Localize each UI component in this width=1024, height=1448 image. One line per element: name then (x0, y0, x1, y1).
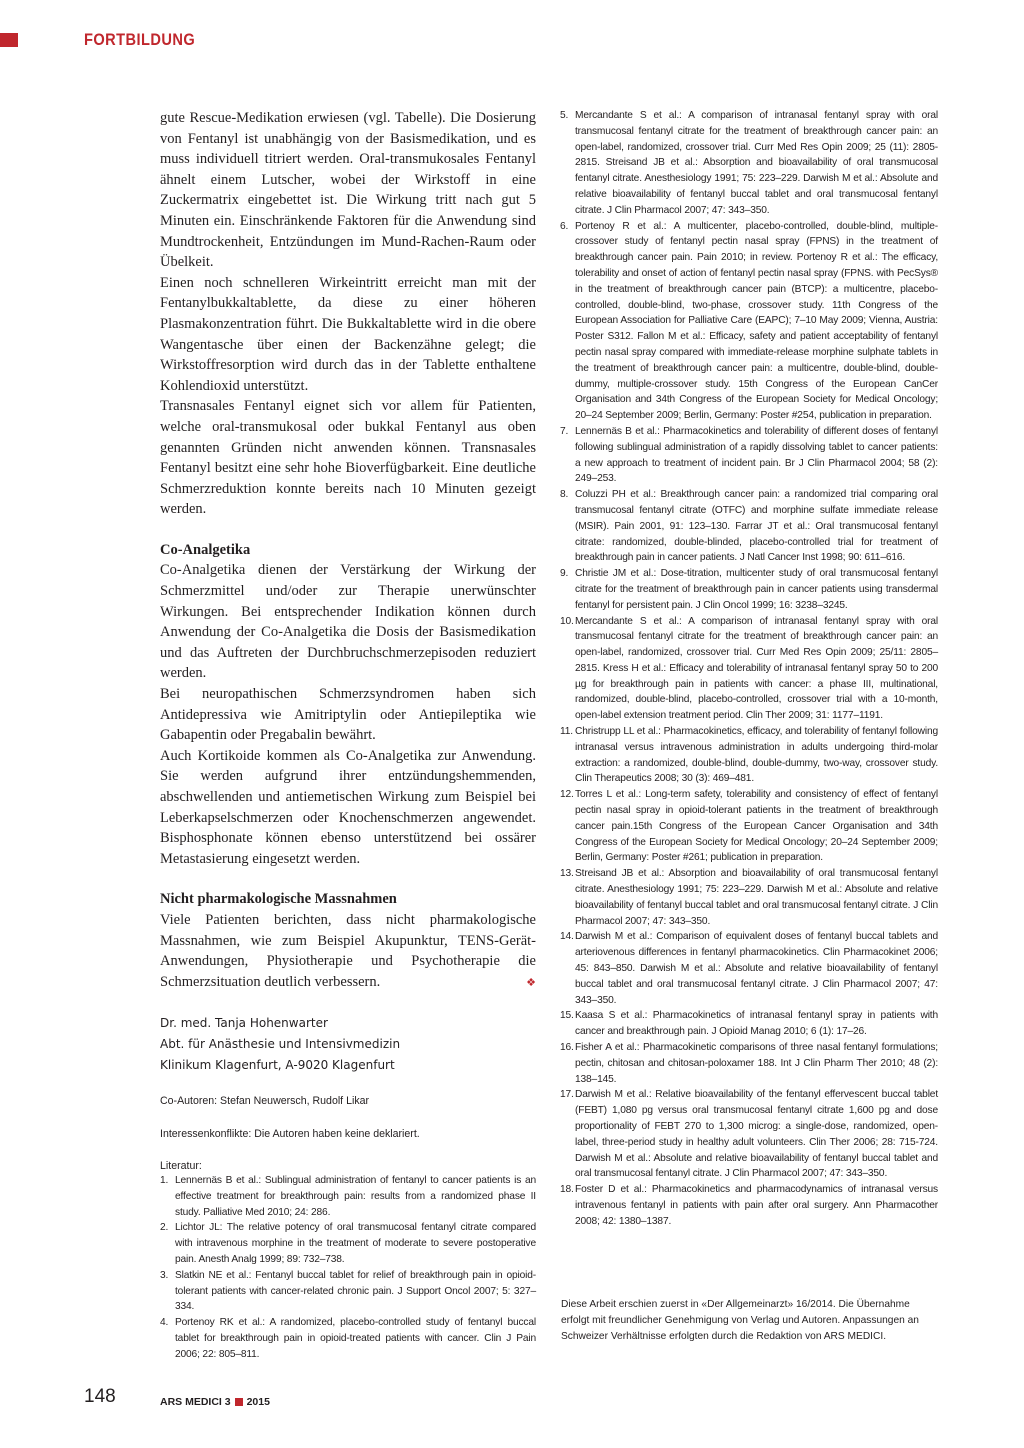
reference-number: 12. (560, 789, 574, 801)
reference-text: Foster D et al.: Pharmacokinetics and pharmacodynamics of intranasal versus intravenous fentanyl in patients with pain after oral surgery. Ann Pharmacother 2008; 42: 1380–1387. (575, 1184, 938, 1227)
reference-item (560, 1182, 938, 1229)
reference-text: Coluzzi PH et al.: Breakthrough cancer pain: a randomized trial comparing oral transmucosal fentanyl citrate (OTFC) and morphine sulfate immediate release (MSIR). Pain 2001, 91: 123–130. Farrar JT et al.: Oral transmucosal fentanyl citrate: randomized, double-blinded, placebo-controlled trial for treatment of breakthrough pain in cancer patients. J Natl Cancer Inst 1998; 90: 611–616. (575, 489, 938, 564)
reference-item (560, 1008, 938, 1040)
reference-number: 7. (560, 425, 569, 437)
reference-text: Darwish M et al.: Relative bioavailability of the fentanyl effervescent buccal tablet (FEBT) 1,080 pg versus oral transmucosal fentanyl citrate 1,600 pg and dose proportionality of FEBT 270 to 1,300 microg: a single-dose, randomized, open-label, three-period study in healthy adult volunteers. Clin Ther 2006; 28: 715-724. Darwish M et al.: Absolute and relative bioavailability of fentanyl buccal tablet and oral transmucosal fentanyl citrate. J Clin Pharmacol 2007; 47: 343–350. (575, 1089, 938, 1180)
paragraph (160, 910, 536, 992)
reference-number: 4. (160, 1317, 169, 1329)
section-heading: Co-Analgetika (160, 541, 251, 558)
reference-column (560, 108, 938, 1230)
section-heading: Nicht pharmakologische Massnahmen (160, 891, 397, 908)
reference-item (560, 108, 938, 219)
reference-number: 13. (560, 868, 574, 880)
end-mark-icon: ❖ (526, 976, 536, 989)
magazine-year: 2015 (246, 1396, 270, 1408)
reference-number: 8. (560, 489, 569, 501)
reference-text: Torres L et al.: Long-term safety, tolerability and consistency of effect of fentanyl pectin nasal spray in opioid-tolerant patients in the treatment of breakthrough cancer pain.15th Congress of the European Cancer Organisation and 34th Congress of the European Society for Medical Oncology; 20–24 September 2009; Berlin, Germany: Poster #261; publication in preparation. (575, 789, 938, 864)
reference-number: 6. (560, 220, 569, 232)
reference-item (560, 487, 938, 566)
reference-text: Mercandante S et al.: A comparison of intranasal fentanyl spray with oral transmucosal fentanyl citrate for the treatment of breakthrough cancer pain: an open-label, randomized, crossover trial. Curr Med Res Opin 2009; 25/11: 2805–2815. Kress H et al.: Efficacy and tolerability of intranasal fentanyl spray 50 to 200 µg for breakthrough pain in patients with cancer: a phase III, multinational, randomized, double-blind, placebo-controlled, crossover trial with a 10-month, open-label extension treatment period. Clin Ther 2009; 31: 1177–1191. (575, 615, 938, 722)
reference-text: Lennernäs B et al.: Pharmacokinetics and tolerability of different doses of fentanyl following sublingual administration of a rapidly dissolving tablet to cancer patients: a new approach to treatment of incident pain. Br J Clin Pharmacol 2004; 58 (2): 249–253. (575, 425, 938, 485)
reference-text: Kaasa S et al.: Pharmacokinetics of intranasal fentanyl spray in patients with cancer and breakthrough pain. J Opioid Manag 2010; 6 (1): 17–26. (575, 1010, 938, 1038)
reference-text: Christie JM et al.: Dose-titration, multicenter study of oral transmucosal fentanyl citrate for the treatment of breakthrough pain in cancer patients using transdermal fentanyl for persistent pain. J Clin Oncol 1999; 16: 3238–3245. (575, 568, 938, 611)
conflicts-of-interest: Interessenkonflikte: Die Autoren haben keine deklariert. (160, 1127, 420, 1140)
reference-item (560, 1040, 938, 1087)
reference-number: 1. (160, 1174, 169, 1186)
author-department: Abt. für Anästhesie und Intensivmedizin (160, 1037, 401, 1052)
paragraph: Transnasales Fentanyl eignet sich vor allem für Patienten, welche oral-transmukosal oder bukkal Fentanyl aus oben genannten Gründen nicht anwenden können. Transnasales Fentanyl besitzt eine sehr hohe Bioverfügbarkeit. Eine deutliche Schmerzreduktion konnte bereits nach 10 Minuten gezeigt werden. (160, 398, 536, 518)
reference-number: 2. (160, 1222, 169, 1234)
reference-number: 17. (560, 1089, 574, 1101)
paragraph-text: Viele Patienten berichten, dass nicht pharmakologische Massnahmen, wie zum Beispiel Akupunktur, TENS-Gerät-Anwendungen, Physiotherapie und Psychotherapie die Schmerzsituation deutlich verbessern. (160, 911, 536, 990)
reference-item (560, 866, 938, 929)
author-block (160, 1013, 536, 1076)
reference-text: Lichtor JL: The relative potency of oral transmucosal fentanyl citrate compared with intravenous morphine in the treatment of moderate to severe postoperative pain. Anesth Analg 1999; 89: 732–738. (175, 1222, 536, 1265)
reference-number: 5. (560, 110, 569, 121)
header-accent-square (0, 33, 18, 47)
reference-item (160, 1220, 536, 1267)
reference-item (560, 566, 938, 613)
reference-item (560, 219, 938, 424)
reference-text: Portenoy RK et al.: A randomized, placebo-controlled study of fentanyl buccal tablet for breakthrough pain in opioid-treated patients with cancer. Clin J Pain 2006; 22: 805–811. (175, 1317, 536, 1360)
reference-number: 14. (560, 931, 574, 943)
reference-item (560, 724, 938, 787)
reference-item (560, 424, 938, 487)
reference-item (160, 1315, 536, 1362)
reference-text: Streisand JB et al.: Absorption and bioavailability of oral transmucosal fentanyl citrate. Anesthesiology 1991; 75: 223–229. Darwish M et al.: Absolute and relative bioavailability of fentanyl buccal tablet and oral transmucosal fentanyl citrate. J Clin Pharmacol 2007; 47: 343–350. (575, 868, 938, 927)
paragraph: Co-Analgetika dienen der Verstärkung der Wirkung der Schmerzmittel und/oder zur Therapie unerwünschter Wirkungen. Bei entsprechender Indikation können durch Anwendung der Co-Analgetika die Dosis der Basismedikation und das Auftreten der Durchbruchschmerzepisoden reduziert werden. (160, 562, 536, 682)
author-name: Dr. med. Tanja Hohenwarter (160, 1016, 328, 1031)
reference-number: 11. (560, 726, 573, 738)
author-clinic: Klinikum Klagenfurt, A-9020 Klagenfurt (160, 1058, 395, 1073)
reference-number: 10. (560, 615, 574, 627)
reference-list-left (160, 1173, 536, 1363)
paragraph: Auch Kortikoide kommen als Co-Analgetika zur Anwendung. Sie werden aufgrund ihrer entzündungshemmenden, abschwellenden und antiemetischen Wirkung zum Beispiel bei Leberkapselschmerzen oder Knochenschmerzen angewendet. Bisphosphonate können ebenso unterstützend bei ossärer Metastasierung eingesetzt werden. (160, 747, 536, 867)
page-number: 148 (84, 1386, 116, 1407)
reference-text: Portenoy R et al.: A multicenter, placebo-controlled, double-blind, multiple-crossover study of fentanyl pectin nasal spray (FPNS) in the treatment of breakthrough cancer pain. Pain 2010; in review. Portenoy R et al.: The efficacy, tolerability and onset of action of fentanyl pectin nasal spray (FPNS. with PecSys® in the treatment of breakthrough cancer pain (BTCP): a multicentre, placebo-controlled, double-blind, two-phase, crossover study. 11th Congress of the European Association for Palliative Care (EAPC); 7–10 May 2009; Vienna, Austria: Poster S312. Fallon M et al.: Efficacy, safety and patient acceptability of fentanyl pectin nasal spray compared with immediate-release morphine sulphate tablets in the treatment of breakthrough cancer pain: a multicentre, double-blind, double-dummy, multiple-crossover study. 15th Congress of the European CanCer Organisation and 34th Congress of the European Society for Medical Oncology; 20–24 September 2009; Berlin, Germany: Poster #254, publication in preparation. (575, 220, 938, 422)
reference-list-right (560, 108, 938, 1230)
publication-note: Diese Arbeit erschien zuerst in «Der Allgemeinarzt» 16/2014. Die Übernahme erfolgt mit freundlicher Genehmigung von Verlag und Autoren. Anpassungen an Schweizer Verhältnisse erfolgten durch die Redaktion von ARS MEDICI. (561, 1299, 919, 1342)
main-text-column (160, 108, 536, 1363)
paragraph: Einen noch schnelleren Wirkeintritt erreicht man mit der Fentanylbukkaltablette, da diese zu einer höheren Plasmakonzentration führt. Die Bukkaltablette wird in die obere Wangentasche über einen der Backenzähne gelegt; die Wirkstoffresorption wird durch das in der Tablette enthaltene Kohlendioxid unterstützt. (160, 274, 536, 394)
reference-text: Christrupp LL et al.: Pharmacokinetics, efficacy, and tolerability of fentanyl following intranasal versus intravenous administration in adults undergoing third-molar extraction: a randomized, double-blind, double-dummy, two-way, crossover study. Clin Therapeutics 2008; 30 (3): 469–481. (575, 726, 938, 785)
reference-number: 16. (560, 1042, 574, 1054)
reference-number: 18. (560, 1184, 574, 1196)
reference-item (560, 614, 938, 725)
paragraph: Bei neuropathischen Schmerzsyndromen haben sich Antidepressiva wie Amitriptylin oder Antiepileptika wie Gabapentin oder Pregabalin bewährt. (160, 686, 536, 744)
reference-text: Mercandante S et al.: A comparison of intranasal fentanyl spray with oral transmucosal fentanyl citrate for the treatment of breakthrough cancer pain: an open-label, randomized, crossover trial. Curr Med Res Opin 2009; 25 (11): 2805-2815. Streisand JB et al.: Absorption and bioavailability of oral transmucosal fentanyl citrate. Anesthesiology 1991; 75: 223–229. Darwish M et al.: Absolute and relative bioavailability of fentanyl buccal tablet and oral transmucosal fentanyl citrate. J Clin Pharmacol 2007; 47: 343–350. (575, 110, 938, 216)
reference-number: 15. (560, 1010, 574, 1022)
magazine-name: ARS MEDICI 3 (160, 1396, 231, 1408)
reference-text: Fisher A et al.: Pharmacokinetic comparisons of three nasal fentanyl formulations; pectin, chitosan and chitosan-poloxamer 188. Int J Clin Pharm Ther 2010; 48 (2): 138–145. (575, 1042, 938, 1085)
reference-number: 3. (160, 1269, 169, 1281)
reference-item (560, 1087, 938, 1182)
reference-text: Slatkin NE et al.: Fentanyl buccal tablet for relief of breakthrough pain in opioid-tolerant patients with cancer-related chronic pain. J Support Oncol 2007; 5: 327–334. (175, 1269, 536, 1313)
reference-item (560, 787, 938, 866)
reference-number: 9. (560, 568, 569, 580)
footer-accent-square (235, 1398, 243, 1406)
literature-label: Literatur: (160, 1159, 202, 1172)
reference-text: Lennernäs B et al.: Sublingual administration of fentanyl to cancer patients is an effective treatment for breakthrough pain: results from a randomized phase II study. Palliative Med 2010; 24: 286. (175, 1174, 536, 1218)
paragraph: gute Rescue-Medikation erwiesen (vgl. Tabelle). Die Dosierung von Fentanyl ist unabhängig von der Basismedikation, und es muss individuell titriert werden. Oral-transmukosales Fentanyl ähnelt einem Lutscher, wobei der Wirkstoff in eine Zuckermatrix eingebettet ist. Die Wirkung tritt nach gut 5 Minuten ein. Einschränkende Faktoren für die Anwendung sind Mundtrockenheit, Entzündungen im Mund-Rachen-Raum oder Übelkeit. (160, 110, 536, 271)
reference-item (560, 929, 938, 1008)
coauthors: Co-Autoren: Stefan Neuwersch, Rudolf Likar (160, 1095, 370, 1108)
reference-text: Darwish M et al.: Comparison of equivalent doses of fentanyl buccal tablets and arteriovenous differences in fentanyl pharmacokinetics. Clin Pharmacokinet 2006; 45: 843–850. Darwish M et al.: Absolute and relative bioavailability of fentanyl buccal tablet and oral transmucosal fentanyl citrate. J Clin Pharmacol 2007; 47: 343–350. (575, 931, 938, 1006)
footer-magazine (160, 1396, 270, 1408)
reference-item (160, 1268, 536, 1315)
reference-item (160, 1173, 536, 1220)
section-label: FORTBILDUNG (84, 30, 196, 49)
